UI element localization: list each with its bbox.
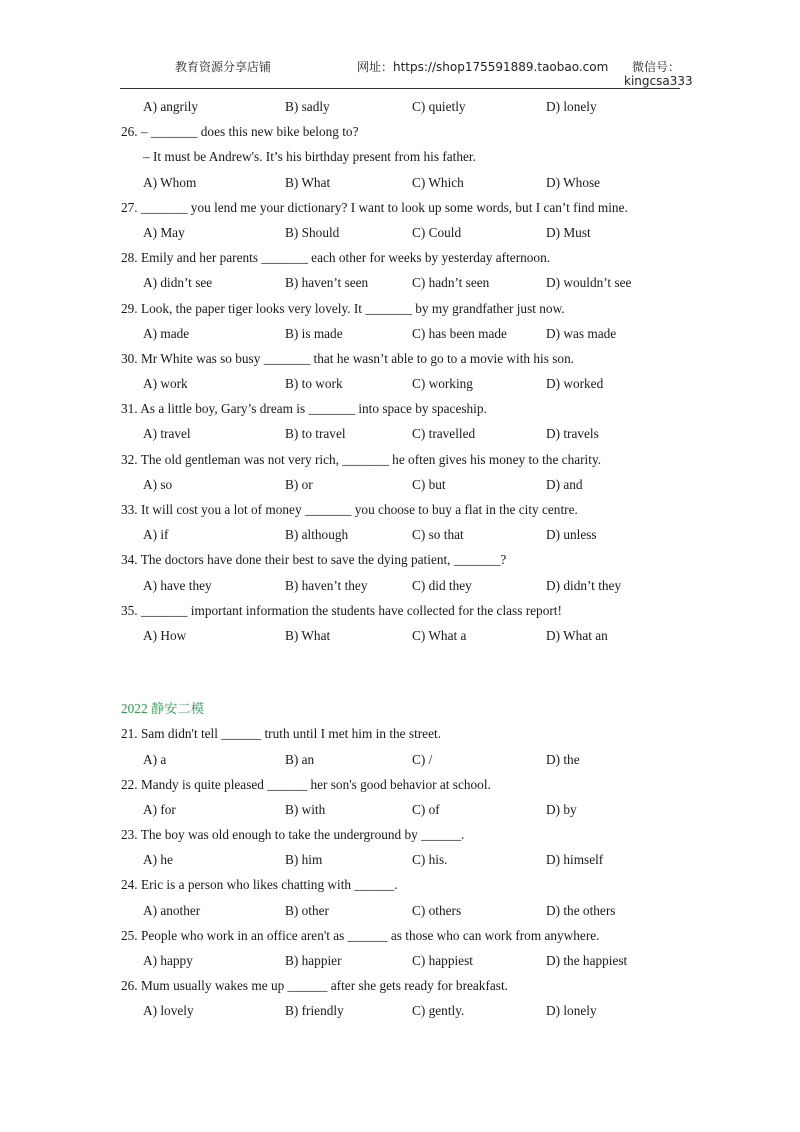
question-31: 31. As a little boy, Gary’s dream is _______ into space by spaceship. (121, 401, 487, 417)
options-row (121, 270, 681, 295)
option-d: D) Whose (546, 174, 601, 190)
option-a: A) Whom (143, 174, 197, 190)
option-c: C) / (412, 751, 433, 767)
question-26: 26. – _______ does this new bike belong to? (121, 124, 359, 140)
option-b: B) happier (285, 953, 342, 968)
option-b: B) him (285, 852, 323, 868)
option-b: B) haven’t they (285, 577, 368, 593)
option-c: C) travelled (412, 426, 476, 442)
question-35: 35. _______ important information the students have collected for the class report! (121, 602, 562, 618)
option-b: B) haven’t seen (285, 275, 369, 291)
option-b: B) friendly (285, 1003, 344, 1019)
question-21: 21. Sam didn't tell ______ truth until I met him in the street. (121, 726, 442, 742)
option-c: C) his. (412, 852, 448, 868)
shop-name: 教育资源分享店铺 (175, 60, 272, 74)
option-d: D) travels (546, 426, 599, 442)
option-c: C) What a (412, 627, 467, 643)
option-b: B) Should (285, 224, 340, 240)
option-a: A) another (143, 902, 201, 918)
option-c: C) Could (412, 224, 462, 240)
option-d: D) lonely (546, 99, 597, 114)
option-a: A) happy (143, 953, 193, 968)
option-c: C) others (412, 902, 462, 918)
option-c: C) gently. (412, 1003, 465, 1019)
option-d: D) didn’t they (546, 577, 622, 593)
question-26-response: – It must be Andrew's. It’s his birthday present from his father. (143, 149, 476, 165)
options-row (121, 948, 681, 973)
option-c: C) so that (412, 527, 464, 543)
option-d: D) What an (546, 627, 608, 643)
options-row (121, 371, 681, 396)
question-list-2 (121, 721, 681, 1023)
options-row (121, 747, 681, 772)
option-c: C) quietly (412, 99, 466, 114)
option-c: C) happiest (412, 953, 473, 968)
option-b: B) an (285, 751, 315, 767)
option-a: A) work (143, 376, 188, 392)
option-d: D) worked (546, 376, 604, 392)
option-a: A) for (143, 801, 176, 817)
question-29: 29. Look, the paper tiger looks very lovely. It _______ by my grandfather just now. (121, 300, 565, 316)
options-row (121, 170, 681, 195)
question-30: 30. Mr White was so busy _______ that he wasn’t able to go to a movie with his son. (121, 350, 575, 366)
wechat-id: kingcsa333 (624, 74, 693, 88)
options-row (121, 847, 681, 872)
document-body (121, 94, 681, 1024)
option-d: D) lonely (546, 1003, 597, 1019)
option-b: B) sadly (285, 99, 330, 114)
options-row (121, 220, 681, 245)
option-c: C) Which (412, 174, 464, 190)
option-b: B) other (285, 902, 329, 918)
option-d: D) the (546, 751, 580, 767)
option-d: D) by (546, 801, 577, 817)
section-spacer (121, 648, 681, 696)
option-d: D) the happiest (546, 953, 628, 968)
option-b: B) with (285, 801, 326, 817)
options-row (121, 573, 681, 598)
options-row (121, 797, 681, 822)
question-24: 24. Eric is a person who likes chatting with ______. (121, 877, 398, 893)
section-title: 2022 静安二模 (121, 701, 205, 717)
option-b: B) to travel (285, 426, 346, 442)
question-32: 32. The old gentleman was not very rich, _______ he often gives his money to the charity. (121, 451, 602, 467)
option-a: A) so (143, 476, 173, 492)
question-list-1 (121, 94, 681, 648)
option-c: C) of (412, 801, 440, 817)
option-a: A) have they (143, 577, 212, 593)
option-b: B) to work (285, 376, 343, 392)
options-row (121, 898, 681, 923)
option-a: A) made (143, 325, 190, 341)
options-row (121, 998, 681, 1023)
page-header (0, 0, 800, 90)
option-d: D) was made (546, 325, 617, 341)
option-b: B) What (285, 627, 331, 643)
option-b: B) is made (285, 325, 343, 341)
question-25: 25. People who work in an office aren't as ______ as those who can work from anywhere. (121, 927, 600, 943)
option-c: C) but (412, 476, 446, 492)
options-row (121, 94, 681, 119)
question-33: 33. It will cost you a lot of money _______ you choose to buy a flat in the city centre. (121, 502, 578, 517)
question-26-b: 26. Mum usually wakes me up ______ after she gets ready for breakfast. (121, 978, 508, 994)
option-b: B) What (285, 174, 331, 190)
option-d: D) wouldn’t see (546, 275, 632, 291)
option-a: A) travel (143, 426, 191, 442)
option-d: D) Must (546, 224, 591, 240)
option-d: D) himself (546, 852, 604, 868)
options-row (121, 522, 681, 547)
options-row (121, 421, 681, 446)
option-d: D) unless (546, 527, 597, 543)
option-a: A) a (143, 751, 167, 767)
options-row (121, 623, 681, 648)
option-c: C) did they (412, 577, 472, 593)
shop-url: 网址：https://shop175591889.taobao.com (357, 60, 609, 74)
header-divider (120, 88, 680, 89)
option-d: D) and (546, 476, 583, 492)
question-23: 23. The boy was old enough to take the underground by ______. (121, 827, 465, 843)
option-a: A) angrily (143, 99, 199, 114)
wechat-label: 微信号： (632, 60, 681, 74)
option-a: A) he (143, 852, 173, 868)
option-a: A) How (143, 627, 187, 643)
option-a: A) didn’t see (143, 275, 213, 291)
option-a: A) May (143, 224, 185, 240)
question-34: 34. The doctors have done their best to save the dying patient, _______? (121, 552, 507, 568)
option-a: A) if (143, 527, 169, 543)
option-a: A) lovely (143, 1003, 194, 1019)
question-22: 22. Mandy is quite pleased ______ her son's good behavior at school. (121, 776, 491, 792)
option-d: D) the others (546, 902, 616, 918)
option-b: B) or (285, 476, 313, 492)
question-27: 27. _______ you lend me your dictionary? I want to look up some words, but I can’t find mine. (121, 199, 628, 215)
option-b: B) although (285, 527, 349, 543)
option-c: C) working (412, 376, 473, 392)
option-c: C) hadn’t seen (412, 275, 490, 291)
question-28: 28. Emily and her parents _______ each other for weeks by yesterday afternoon. (121, 250, 551, 266)
options-row (121, 472, 681, 497)
option-c: C) has been made (412, 325, 507, 341)
options-row (121, 321, 681, 346)
